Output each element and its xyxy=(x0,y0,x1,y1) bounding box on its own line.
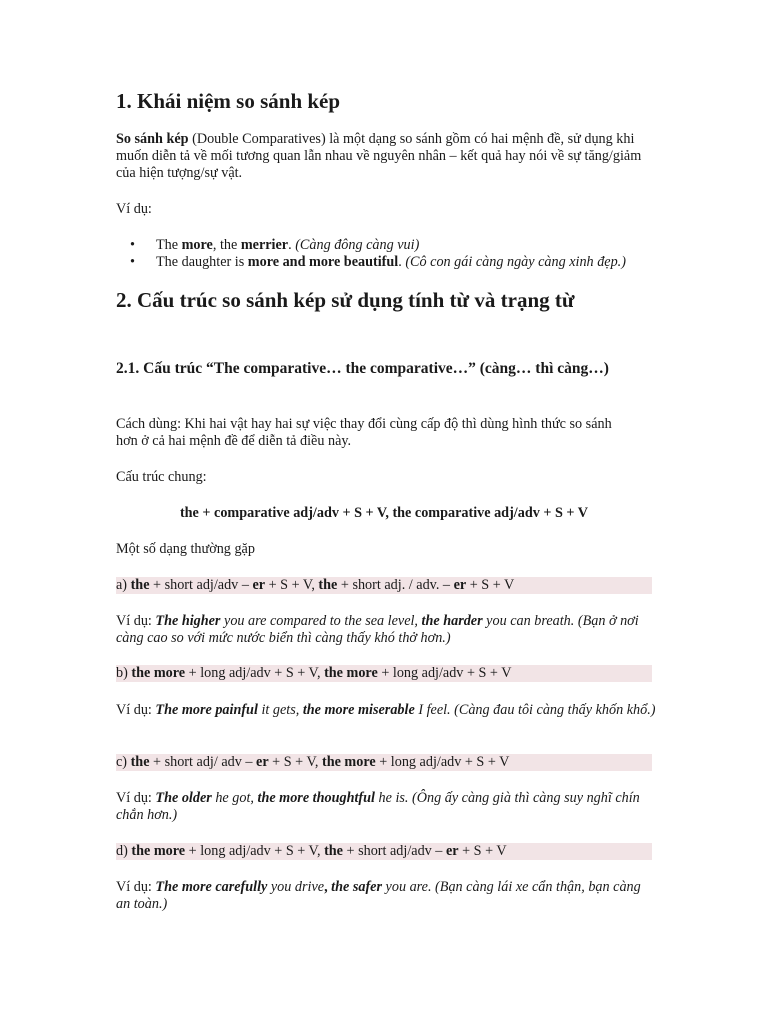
text-run: the harder xyxy=(421,613,483,629)
text-run: er xyxy=(445,843,459,859)
text-run: The higher xyxy=(155,613,221,629)
text-run: you are compared to the sea level, xyxy=(220,613,422,629)
structure-label: Cấu trúc chung: xyxy=(116,469,207,485)
example-a xyxy=(116,613,656,647)
text-run: er xyxy=(256,754,269,770)
usage-paragraph: Cách dùng: Khi hai vật hay hai sự việc thay đổi cùng cấp độ thì dùng hình thức so sánh hơn ở cả hai mệnh đề để diễn tả điều này. xyxy=(116,416,612,449)
text-run: The older xyxy=(155,790,212,806)
text-run: er xyxy=(252,577,266,593)
text-run: he is. (Ông ấy càng già thì càng suy nghĩ chín chắn hơn.) xyxy=(116,790,640,823)
text-run: Ví dụ: xyxy=(116,879,156,895)
text-run: + long adj/adv + S + V, xyxy=(185,665,325,681)
text-run: + long adj/adv + S + V, xyxy=(185,843,325,859)
text-run: + S + V xyxy=(458,843,507,859)
text-run: he got, xyxy=(211,790,258,806)
text-run: + short adj/adv – xyxy=(342,843,446,859)
text-run: the xyxy=(130,754,150,770)
text-run: the more thoughtful xyxy=(257,790,375,806)
text-run: Ví dụ: xyxy=(116,613,156,629)
text-run: + long adj/adv + S + V xyxy=(375,754,510,770)
list-item: • The daughter is more and more beautiful. (Cô con gái càng ngày càng xinh đẹp.) xyxy=(116,254,656,271)
text-run: you drive xyxy=(267,879,325,895)
text-run: the xyxy=(324,843,343,859)
form-a xyxy=(116,577,652,594)
text-run: the xyxy=(318,577,338,593)
text-run: b) xyxy=(116,665,132,681)
text-run: + short adj/ adv – xyxy=(149,754,257,770)
text-run: the more xyxy=(324,665,378,681)
text-run: + S + V, xyxy=(265,577,319,593)
text-run: I feel. (Càng đau tôi càng thấy khốn khổ.) xyxy=(414,702,656,718)
text-run: + S + V, xyxy=(268,754,322,770)
text-run: Ví dụ: xyxy=(116,702,156,718)
form-b xyxy=(116,665,652,682)
heading-2-1: 2.1. Cấu trúc “The comparative… the comparative…” (càng… thì càng…) xyxy=(116,360,609,377)
text-run: + S + V xyxy=(466,577,515,593)
text-run: The more painful xyxy=(155,702,258,718)
text-run: the xyxy=(130,577,150,593)
text-run: d) xyxy=(116,843,132,859)
common-forms-label: Một số dạng thường gặp xyxy=(116,541,255,557)
text-run: The more carefully xyxy=(155,879,268,895)
example-d xyxy=(116,879,656,913)
example-list xyxy=(116,237,656,271)
text-run: + short adj/adv – xyxy=(149,577,253,593)
text-run: + short adj. / adv. – xyxy=(337,577,454,593)
intro-term: So sánh kép xyxy=(116,131,189,147)
heading-2: 2. Cấu trúc so sánh kép sử dụng tính từ và trạng từ xyxy=(116,288,575,312)
text-run: the more xyxy=(131,843,186,859)
intro-paragraph xyxy=(116,131,656,182)
text-run: Ví dụ: xyxy=(116,790,156,806)
form-d xyxy=(116,843,652,860)
text-run: you are. (Bạn càng lái xe cẩn thận, bạn càng an toàn.) xyxy=(116,879,641,912)
general-formula: the + comparative adj/adv + S + V, the comparative adj/adv + S + V xyxy=(179,505,589,521)
text-run: the more xyxy=(131,665,186,681)
text-run: you can breath. (Bạn ở nơi càng cao so với mức nước biển thì càng thấy khó thở hơn.) xyxy=(116,613,639,646)
intro-text: (Double Comparatives) là một dạng so sánh gồm có hai mệnh đề, sử dụng khi muốn diễn tả về mối tương quan lẫn nhau về nguyên nhân – kết quả hay nói về sự tăng/giảm của hiện tượng/sự vật. xyxy=(116,131,642,181)
text-run: the safer xyxy=(331,879,382,895)
example-label: Ví dụ: xyxy=(116,201,152,217)
example-b xyxy=(116,702,656,719)
text-run: the more miserable xyxy=(302,702,415,718)
example-c xyxy=(116,790,656,824)
text-run: a) xyxy=(116,577,131,593)
form-c xyxy=(116,754,652,771)
text-run: the more xyxy=(321,754,376,770)
text-run: it gets, xyxy=(257,702,303,718)
text-run: c) xyxy=(116,754,131,770)
list-item: • The more, the merrier. (Càng đông càng vui) xyxy=(116,237,656,254)
heading-1: 1. Khái niệm so sánh kép xyxy=(116,89,341,113)
text-run: er xyxy=(453,577,467,593)
text-run: , xyxy=(324,879,332,895)
text-run: + long adj/adv + S + V xyxy=(377,665,512,681)
